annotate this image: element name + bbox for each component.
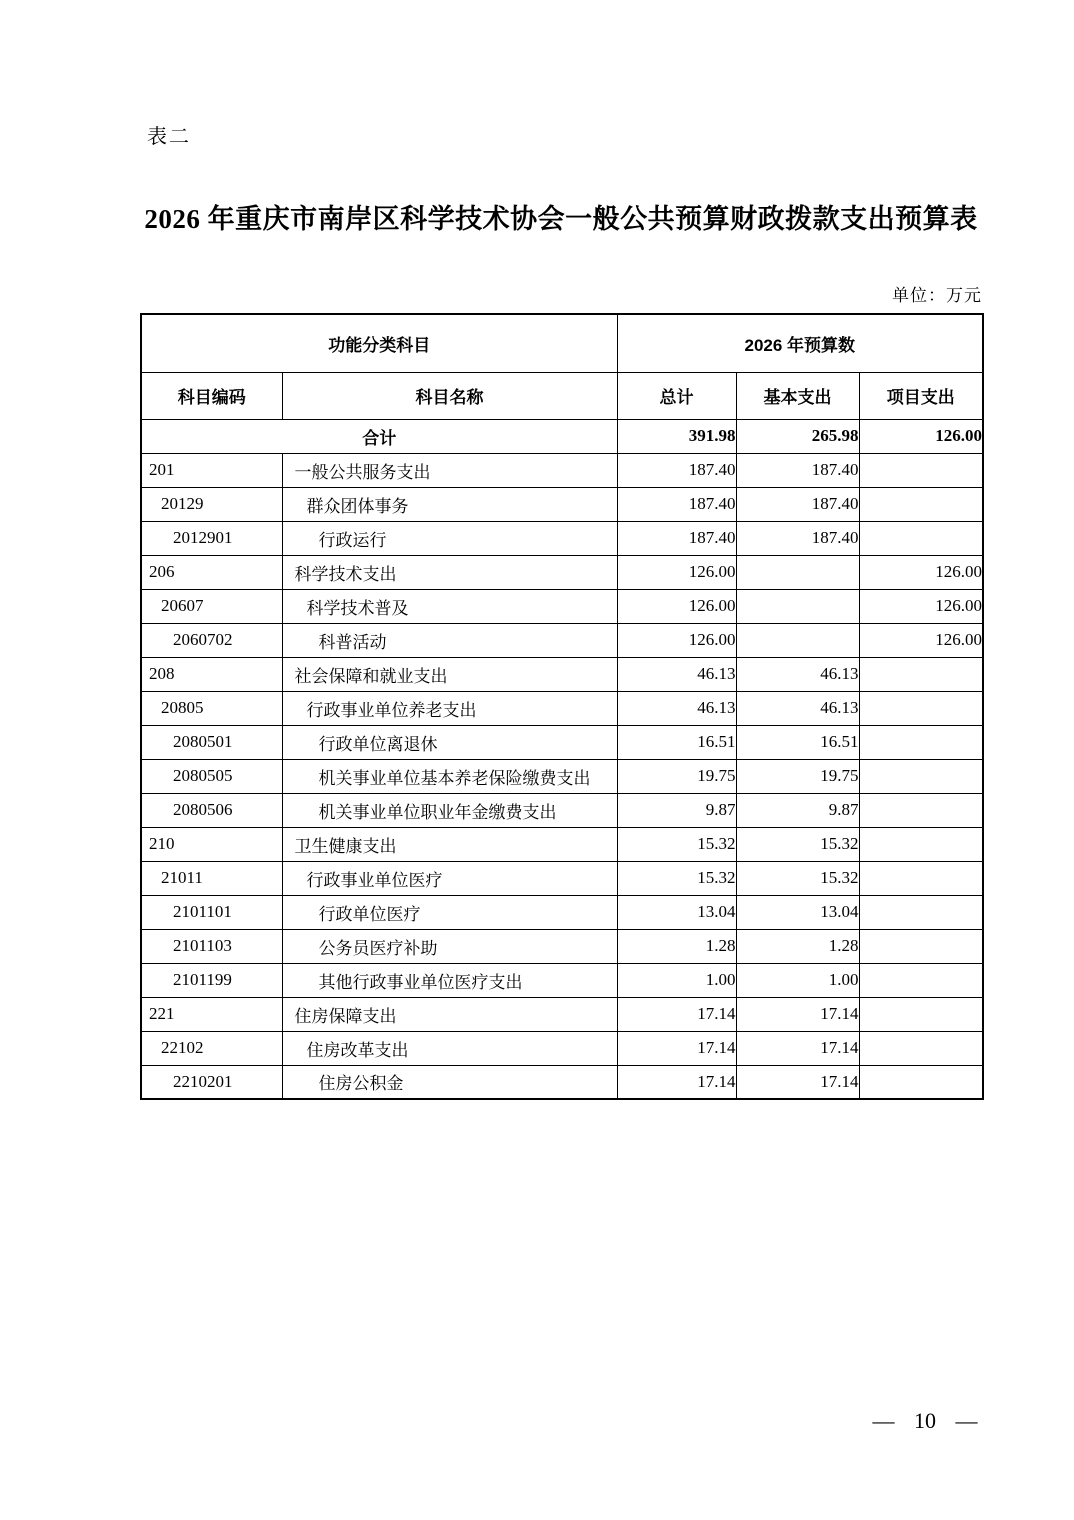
- total-cell: 126.00: [617, 589, 736, 623]
- subject-name-cell: 住房保障支出: [282, 997, 617, 1031]
- subject-code-cell: 221: [141, 997, 282, 1031]
- project-expense-cell: [859, 895, 983, 929]
- page-title: 2026 年重庆市南岸区科学技术协会一般公共预算财政拨款支出预算表: [144, 204, 978, 234]
- subject-code-cell: 22102: [141, 1031, 282, 1065]
- column-header-total: 总计: [617, 372, 736, 419]
- basic-expense-cell: [736, 623, 859, 657]
- table-row: [141, 1065, 983, 1099]
- table-row: [141, 929, 983, 963]
- subject-name-cell: 行政单位医疗: [282, 895, 617, 929]
- total-row: [141, 419, 983, 453]
- subject-name-cell: 一般公共服务支出: [282, 453, 617, 487]
- total-cell: 15.32: [617, 827, 736, 861]
- total-cell: 46.13: [617, 657, 736, 691]
- basic-expense-cell: 13.04: [736, 895, 859, 929]
- subject-name-cell: 群众团体事务: [282, 487, 617, 521]
- table-row: [141, 589, 983, 623]
- column-header-name: 科目名称: [282, 372, 617, 419]
- subject-code-cell: 2080506: [141, 793, 282, 827]
- subject-code-cell: 210: [141, 827, 282, 861]
- basic-expense-cell: 17.14: [736, 1065, 859, 1099]
- table-row: [141, 759, 983, 793]
- table-row: [141, 793, 983, 827]
- total-cell: 187.40: [617, 521, 736, 555]
- page-number: — 10 —: [872, 1408, 978, 1433]
- column-header-code: 科目编码: [141, 372, 282, 419]
- total-cell: 126.00: [617, 623, 736, 657]
- project-expense-cell: [859, 929, 983, 963]
- subject-code-cell: 20607: [141, 589, 282, 623]
- total-cell: 17.14: [617, 1065, 736, 1099]
- project-expense-cell: [859, 1065, 983, 1099]
- subject-name-cell: 机关事业单位职业年金缴费支出: [282, 793, 617, 827]
- total-cell: 19.75: [617, 759, 736, 793]
- basic-expense-cell: 17.14: [736, 997, 859, 1031]
- project-expense-cell: [859, 725, 983, 759]
- subject-name-cell: 卫生健康支出: [282, 827, 617, 861]
- subject-name-cell: 科普活动: [282, 623, 617, 657]
- total-row-basic: 265.98: [736, 419, 859, 453]
- basic-expense-cell: 187.40: [736, 487, 859, 521]
- table-row: [141, 657, 983, 691]
- total-cell: 9.87: [617, 793, 736, 827]
- table-label: 表二: [147, 126, 191, 148]
- total-cell: 46.13: [617, 691, 736, 725]
- table-row: [141, 1031, 983, 1065]
- table-row: [141, 827, 983, 861]
- total-cell: 187.40: [617, 453, 736, 487]
- subject-name-cell: 行政单位离退休: [282, 725, 617, 759]
- table-row: [141, 997, 983, 1031]
- subject-code-cell: 2080505: [141, 759, 282, 793]
- basic-expense-cell: 1.28: [736, 929, 859, 963]
- subject-code-cell: 21011: [141, 861, 282, 895]
- total-cell: 126.00: [617, 555, 736, 589]
- project-expense-cell: 126.00: [859, 589, 983, 623]
- subject-code-cell: 206: [141, 555, 282, 589]
- basic-expense-cell: 19.75: [736, 759, 859, 793]
- project-expense-cell: [859, 691, 983, 725]
- total-cell: 187.40: [617, 487, 736, 521]
- subject-code-cell: 2101101: [141, 895, 282, 929]
- subject-name-cell: 社会保障和就业支出: [282, 657, 617, 691]
- basic-expense-cell: 46.13: [736, 657, 859, 691]
- basic-expense-cell: 17.14: [736, 1031, 859, 1065]
- table-row: [141, 521, 983, 555]
- project-expense-cell: [859, 453, 983, 487]
- subject-name-cell: 其他行政事业单位医疗支出: [282, 963, 617, 997]
- subject-code-cell: 2101199: [141, 963, 282, 997]
- table-row: [141, 861, 983, 895]
- subject-name-cell: 住房改革支出: [282, 1031, 617, 1065]
- header-function-classification: 功能分类科目: [141, 314, 617, 372]
- project-expense-cell: [859, 861, 983, 895]
- basic-expense-cell: 187.40: [736, 521, 859, 555]
- subject-code-cell: 2080501: [141, 725, 282, 759]
- project-expense-cell: [859, 963, 983, 997]
- table-row: [141, 555, 983, 589]
- basic-expense-cell: 16.51: [736, 725, 859, 759]
- subject-code-cell: 20129: [141, 487, 282, 521]
- subject-name-cell: 行政事业单位养老支出: [282, 691, 617, 725]
- header-group-row: [141, 314, 983, 372]
- total-cell: 15.32: [617, 861, 736, 895]
- project-expense-cell: [859, 487, 983, 521]
- basic-expense-cell: 46.13: [736, 691, 859, 725]
- total-cell: 17.14: [617, 997, 736, 1031]
- budget-table: [140, 313, 984, 1100]
- subject-code-cell: 20805: [141, 691, 282, 725]
- subject-code-cell: 2060702: [141, 623, 282, 657]
- basic-expense-cell: 1.00: [736, 963, 859, 997]
- project-expense-cell: 126.00: [859, 555, 983, 589]
- total-row-label: 合计: [141, 419, 617, 453]
- header-budget-2026: 2026 年预算数: [617, 314, 983, 372]
- subject-code-cell: 208: [141, 657, 282, 691]
- basic-expense-cell: 9.87: [736, 793, 859, 827]
- table-row: [141, 487, 983, 521]
- project-expense-cell: 126.00: [859, 623, 983, 657]
- subject-code-cell: 2012901: [141, 521, 282, 555]
- table-row: [141, 691, 983, 725]
- total-cell: 1.28: [617, 929, 736, 963]
- total-cell: 1.00: [617, 963, 736, 997]
- basic-expense-cell: 15.32: [736, 861, 859, 895]
- total-cell: 17.14: [617, 1031, 736, 1065]
- table-row: [141, 725, 983, 759]
- subject-name-cell: 公务员医疗补助: [282, 929, 617, 963]
- basic-expense-cell: 15.32: [736, 827, 859, 861]
- subject-name-cell: 机关事业单位基本养老保险缴费支出: [282, 759, 617, 793]
- subject-name-cell: 行政事业单位医疗: [282, 861, 617, 895]
- basic-expense-cell: [736, 555, 859, 589]
- project-expense-cell: [859, 793, 983, 827]
- column-header-project: 项目支出: [859, 372, 983, 419]
- subject-code-cell: 2101103: [141, 929, 282, 963]
- table-row: [141, 453, 983, 487]
- subject-code-cell: 2210201: [141, 1065, 282, 1099]
- project-expense-cell: [859, 521, 983, 555]
- header-columns-row: [141, 372, 983, 419]
- total-row-project: 126.00: [859, 419, 983, 453]
- subject-name-cell: 行政运行: [282, 521, 617, 555]
- table-row: [141, 895, 983, 929]
- project-expense-cell: [859, 827, 983, 861]
- column-header-basic: 基本支出: [736, 372, 859, 419]
- subject-name-cell: 住房公积金: [282, 1065, 617, 1099]
- table-row: [141, 623, 983, 657]
- project-expense-cell: [859, 759, 983, 793]
- subject-code-cell: 201: [141, 453, 282, 487]
- unit-note: 单位：万元: [892, 286, 982, 305]
- table-body: [141, 419, 983, 1099]
- project-expense-cell: [859, 1031, 983, 1065]
- project-expense-cell: [859, 997, 983, 1031]
- total-cell: 16.51: [617, 725, 736, 759]
- subject-name-cell: 科学技术普及: [282, 589, 617, 623]
- basic-expense-cell: [736, 589, 859, 623]
- basic-expense-cell: 187.40: [736, 453, 859, 487]
- total-cell: 13.04: [617, 895, 736, 929]
- project-expense-cell: [859, 657, 983, 691]
- table-row: [141, 963, 983, 997]
- subject-name-cell: 科学技术支出: [282, 555, 617, 589]
- total-row-total: 391.98: [617, 419, 736, 453]
